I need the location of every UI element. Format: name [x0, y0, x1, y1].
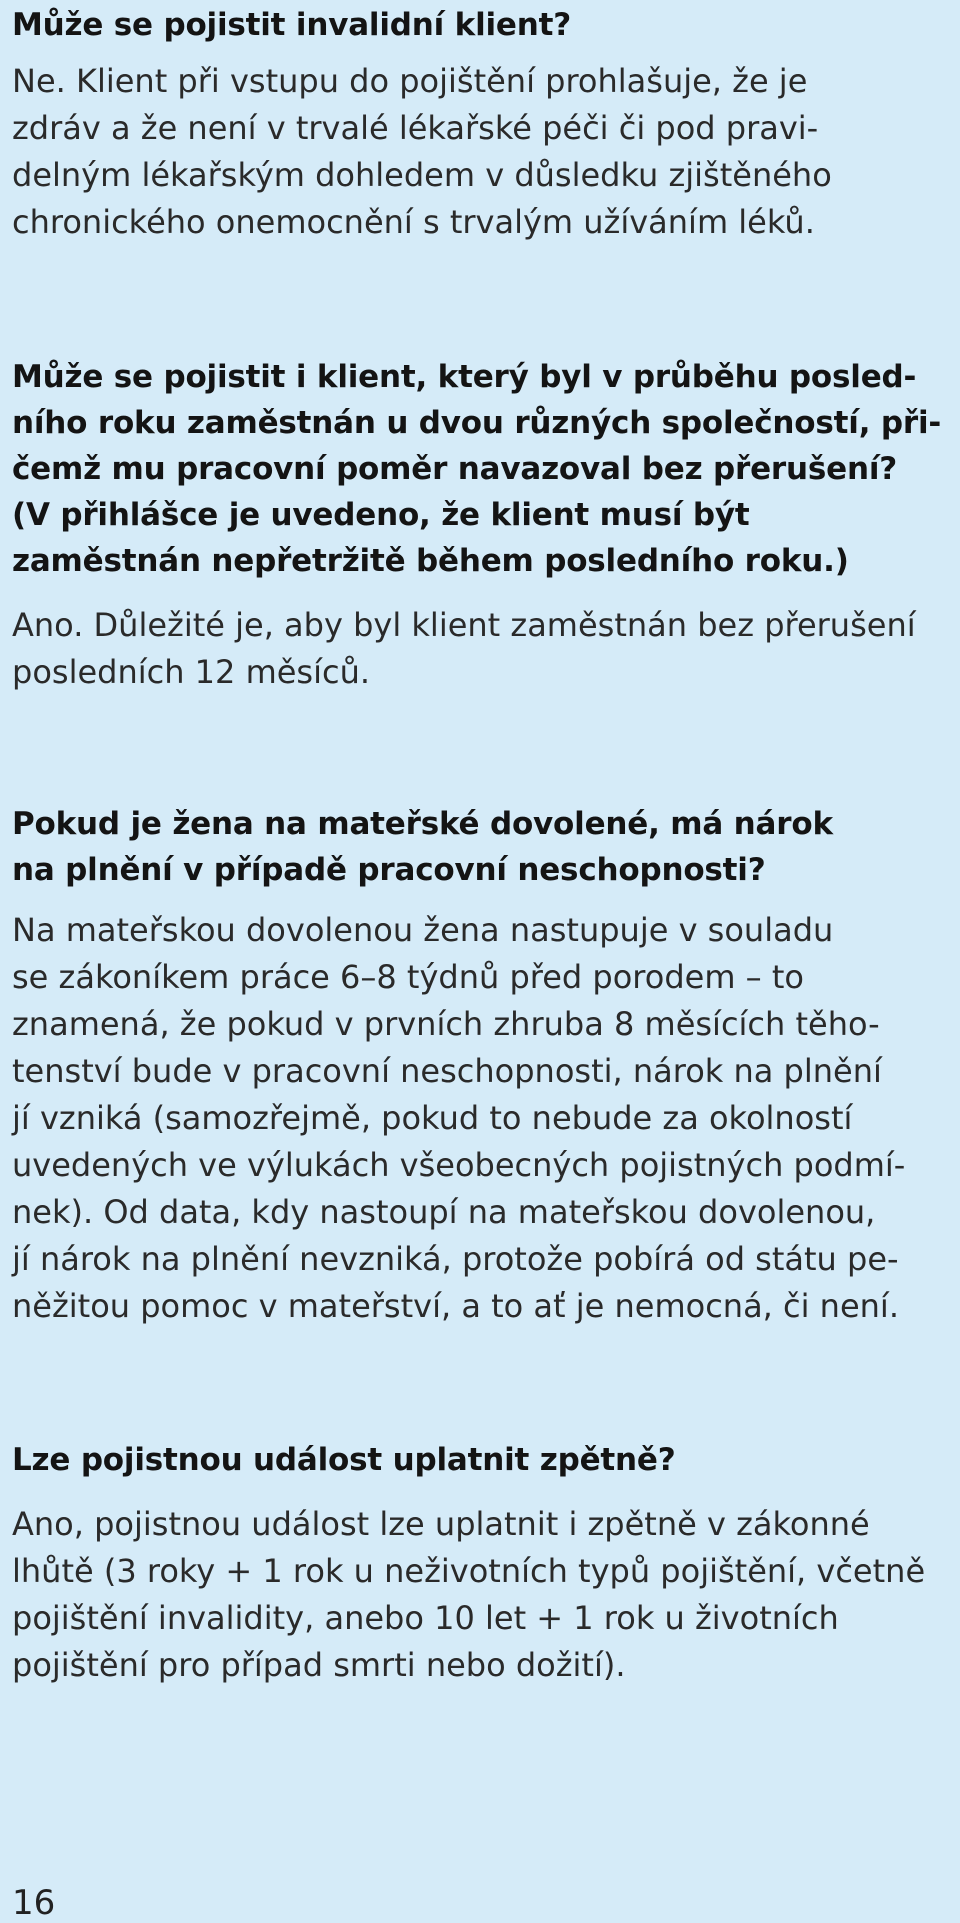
answer-line: znamená, že pokud v prvních zhruba 8 měsících těho- — [12, 1005, 880, 1043]
faq-item-3 — [12, 801, 952, 1330]
answer-line: Ne. Klient při vstupu do pojištění prohlašuje, že je — [12, 62, 808, 100]
answer-line: se zákoníkem práce 6–8 týdnů před porodem – to — [12, 958, 804, 996]
answer-line: pojištění pro případ smrti nebo dožití). — [12, 1646, 626, 1684]
answer-line: jí nárok na plnění nevzniká, protože pobírá od státu pe- — [12, 1240, 899, 1278]
question-line: ního roku zaměstnán u dvou různých společností, při- — [12, 405, 942, 441]
answer-line: Ano, pojistnou událost lze uplatnit i zpětně v zákonné — [12, 1505, 870, 1543]
answer-line: něžitou pomoc v mateřství, a to ať je nemocná, či není. — [12, 1287, 899, 1325]
faq-answer-2 — [12, 602, 952, 696]
question-line: Může se pojistit invalidní klient? — [12, 7, 572, 43]
faq-answer-3 — [12, 907, 952, 1330]
question-line: čemž mu pracovní poměr navazoval bez přerušení? — [12, 451, 898, 487]
question-line: Může se pojistit i klient, který byl v průběhu posled- — [12, 359, 917, 395]
faq-answer-4 — [12, 1501, 952, 1689]
faq-question-3 — [12, 801, 952, 893]
answer-line: zdráv a že není v trvalé lékařské péči či pod pravi- — [12, 109, 819, 147]
answer-line: Na mateřskou dovolenou žena nastupuje v souladu — [12, 911, 834, 949]
faq-item-2 — [12, 354, 952, 696]
faq-answer-1 — [12, 58, 952, 246]
answer-line: jí vzniká (samozřejmě, pokud to nebude za okolností — [12, 1099, 853, 1137]
answer-line: lhůtě (3 roky + 1 rok u neživotních typů pojištění, včetně — [12, 1552, 926, 1590]
answer-line: nek). Od data, kdy nastoupí na mateřskou dovolenou, — [12, 1193, 876, 1231]
question-line: Lze pojistnou událost uplatnit zpětně? — [12, 1442, 676, 1478]
answer-line: posledních 12 měsíců. — [12, 653, 371, 691]
faq-question-2 — [12, 354, 952, 584]
question-line: (V přihlášce je uvedeno, že klient musí být — [12, 497, 750, 533]
answer-line: chronického onemocnění s trvalým užíváním léků. — [12, 203, 815, 241]
question-line: zaměstnán nepřetržitě během posledního roku.) — [12, 543, 849, 579]
answer-line: delným lékařským dohledem v důsledku zjištěného — [12, 156, 832, 194]
faq-question-1 — [12, 2, 952, 48]
answer-line: uvedených ve výlukách všeobecných pojistných podmí- — [12, 1146, 906, 1184]
faq-item-1 — [12, 2, 952, 246]
faq-question-4 — [12, 1437, 952, 1483]
answer-line: tenství bude v pracovní neschopnosti, nárok na plnění — [12, 1052, 882, 1090]
question-line: na plnění v případě pracovní neschopnosti? — [12, 852, 766, 888]
faq-item-4 — [12, 1437, 952, 1689]
answer-line: Ano. Důležité je, aby byl klient zaměstnán bez přerušení — [12, 606, 916, 644]
page-number: 16 — [12, 1883, 56, 1923]
question-line: Pokud je žena na mateřské dovolené, má nárok — [12, 806, 833, 842]
answer-line: pojištění invalidity, anebo 10 let + 1 rok u životních — [12, 1599, 839, 1637]
